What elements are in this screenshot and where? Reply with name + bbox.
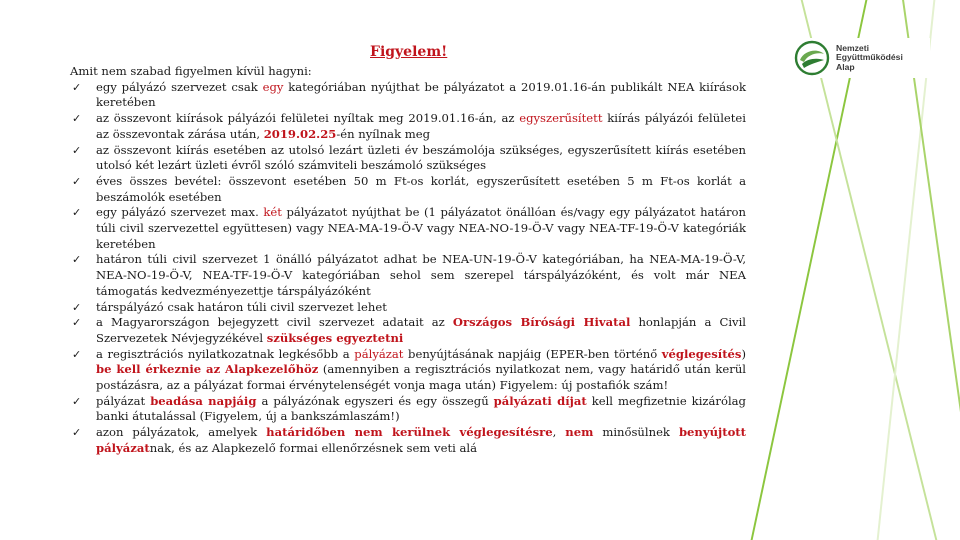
bullet-text: a Magyarországon bejegyzett civil szervezet adatait az bbox=[96, 315, 453, 330]
highlighted-text: beadása napjáig bbox=[150, 393, 257, 408]
bullet-list bbox=[70, 80, 746, 457]
bullet-text: kategóriában nyújthat be pályázatot a 2019.01.16-án publikált NEA kiírások keretében bbox=[96, 79, 747, 110]
bullet-text: egy pályázó szervezet csak bbox=[96, 79, 263, 94]
bullet-text: az összevont kiírások pályázói felületei nyíltak meg 2019.01.16-án, az bbox=[96, 111, 520, 126]
bullet-text: nak, és az Alapkezelő formai ellenőrzésnek sem veti alá bbox=[149, 440, 478, 455]
bullet-text: ) bbox=[741, 346, 746, 361]
checkmark-icon: ✓ bbox=[72, 174, 82, 188]
highlighted-text: pályázat bbox=[354, 346, 404, 361]
bullet-item bbox=[70, 205, 746, 252]
bullet-item bbox=[70, 347, 746, 394]
highlighted-text: 2019.02.25 bbox=[263, 126, 337, 141]
bullet-item bbox=[70, 394, 746, 425]
checkmark-icon: ✓ bbox=[72, 347, 82, 361]
bullet-text: éves összes bevétel: összevont esetében 50 m Ft-os korlát, egyszerűsített esetében 5 m Ft-os korlát a beszámolók esetében bbox=[96, 173, 746, 204]
bullet-item bbox=[70, 315, 746, 346]
bullet-text: határon túli civil szervezet 1 önálló pályázatot adhat be NEA-UN-19-Ö-V kategóriában, ha NEA-MA-19-Ö-V, NEA-NO-19-Ö-V, NEA-TF-19-Ö-V kategóriában sehol sem szerepel társpályázóként, és volt már NEA támogatás kedvezményezettje társpályázóként bbox=[96, 252, 746, 298]
bullet-text: , bbox=[552, 425, 566, 440]
bullet-text: -én nyílnak meg bbox=[336, 126, 431, 141]
checkmark-icon: ✓ bbox=[72, 253, 82, 267]
highlighted-text: két bbox=[263, 205, 282, 220]
bullet-text: pályázatot nyújthat be (1 pályázatot önállóan és/vagy egy pályázatot határon túli civil szervezettel együttesen) vagy NEA-MA-19-Ö-V vagy NEA-NO-19-Ö-V vagy NEA-TF-19-Ö-V kategóriák keretében bbox=[96, 205, 747, 251]
logo-line: Együttműködési bbox=[836, 52, 903, 63]
highlighted-text: véglegesítés bbox=[661, 346, 742, 361]
decorative-line bbox=[801, 0, 938, 540]
highlighted-text: egyszerűsített bbox=[519, 111, 603, 126]
highlighted-text: nem bbox=[565, 425, 594, 440]
bullet-text: egy pályázó szervezet max. bbox=[96, 205, 264, 220]
checkmark-icon: ✓ bbox=[72, 316, 82, 330]
bullet-item bbox=[70, 80, 746, 111]
decorative-line bbox=[877, 0, 936, 540]
bullet-item bbox=[70, 252, 746, 299]
intro-text: Amit nem szabad figyelmen kívül hagyni: bbox=[70, 64, 312, 78]
bullet-item bbox=[70, 425, 746, 456]
highlighted-text: egy bbox=[262, 79, 284, 94]
highlighted-text: pályázati díjat bbox=[493, 393, 587, 408]
bullet-text: kell megfizetnie kizárólag banki átutalással (Figyelem, új a bankszámlaszám!) bbox=[96, 393, 746, 424]
notice-content bbox=[70, 64, 746, 457]
decorative-line bbox=[902, 0, 960, 540]
checkmark-icon: ✓ bbox=[72, 206, 82, 220]
bullet-text: minősülnek bbox=[593, 425, 679, 440]
highlighted-text: benyújtott pályázat bbox=[96, 425, 747, 455]
bullet-text: azon pályázatok, amelyek bbox=[96, 425, 267, 440]
highlighted-text: szükséges egyeztetni bbox=[266, 330, 404, 345]
logo-line: Alap bbox=[836, 61, 855, 72]
bullet-item bbox=[70, 174, 746, 205]
page-title: Figyelem! bbox=[370, 44, 448, 60]
bullet-text: a regisztrációs nyilatkozatnak legkésőbb a bbox=[96, 346, 355, 361]
bullet-item bbox=[70, 111, 746, 142]
checkmark-icon: ✓ bbox=[72, 300, 82, 314]
checkmark-icon: ✓ bbox=[72, 80, 82, 94]
checkmark-icon: ✓ bbox=[72, 426, 82, 440]
highlighted-text: be kell érkeznie az Alapkezelőhöz bbox=[96, 362, 319, 377]
nea-logo bbox=[790, 38, 930, 78]
bullet-item bbox=[70, 143, 746, 174]
logo-line: Nemzeti bbox=[836, 42, 869, 53]
checkmark-icon: ✓ bbox=[72, 394, 82, 408]
bullet-text: társpályázó csak határon túli civil szervezet lehet bbox=[96, 299, 387, 314]
bullet-text: a pályázónak egyszeri és egy összegű bbox=[256, 393, 494, 408]
bullet-text: (amennyiben a regisztrációs nyilatkozat nem, vagy határidő után kerül postázásra, az a pályázat formai érvénytelenségét vonja maga után) Figyelem: új postafiók szám! bbox=[96, 362, 746, 393]
highlighted-text: Országos Bírósági Hivatal bbox=[452, 315, 631, 330]
bullet-text: benyújtásának napjáig (EPER-ben történő bbox=[403, 346, 662, 361]
bullet-text: az összevont kiírás esetében az utolsó lezárt üzleti év beszámolója szükséges, egyszerűsített kiírás esetében utolsó két lezárt üzleti évről szóló számviteli beszámoló szükséges bbox=[96, 142, 746, 173]
checkmark-icon: ✓ bbox=[72, 112, 82, 126]
bullet-text: honlapján a Civil Szervezetek Névjegyzékével bbox=[96, 315, 746, 345]
bullet-text: pályázat bbox=[96, 393, 151, 408]
checkmark-icon: ✓ bbox=[72, 143, 82, 157]
decorative-line bbox=[751, 0, 868, 540]
bullet-text: kiírás pályázói felületei az összevontak zárása után, bbox=[96, 111, 746, 141]
nea-logo-icon bbox=[794, 40, 830, 76]
highlighted-text: határidőben nem kerülnek véglegesítésre bbox=[266, 425, 553, 440]
logo-text bbox=[836, 44, 903, 73]
bullet-item bbox=[70, 300, 746, 316]
